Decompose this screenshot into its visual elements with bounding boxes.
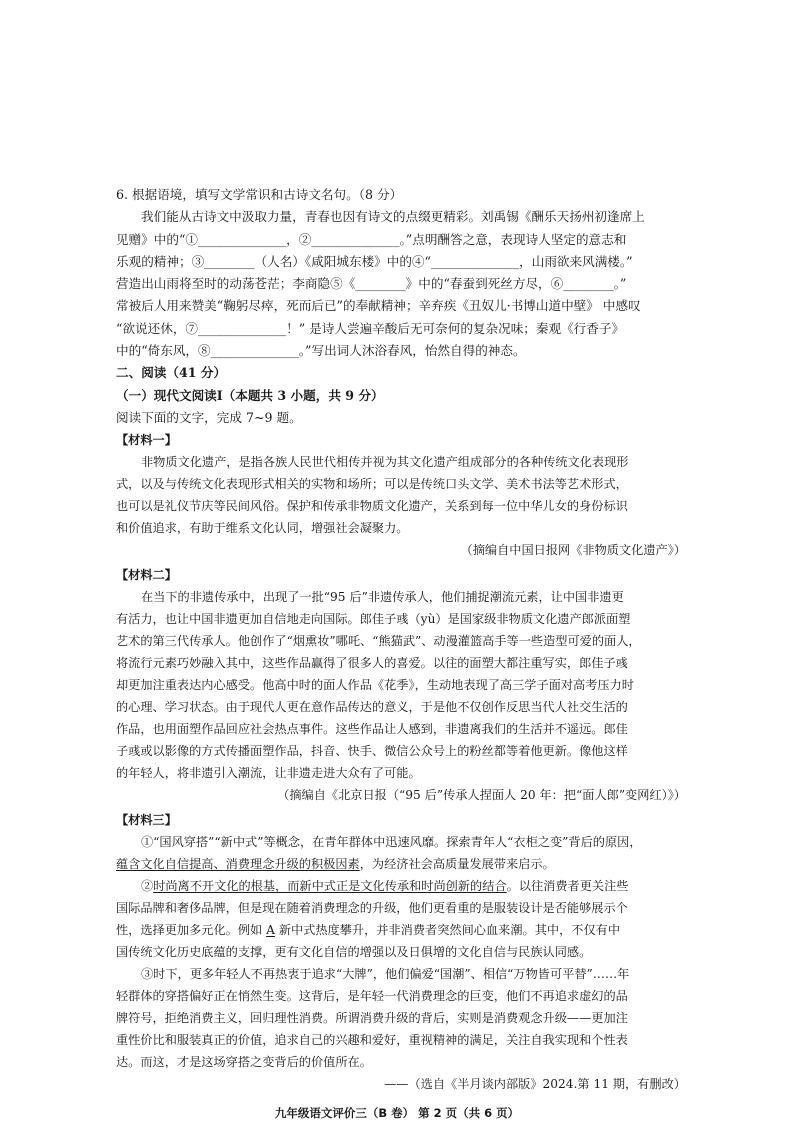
material-3-line: [116, 875, 686, 897]
material-3-line: 达。而这，才是这场穿搭之变背后的价值所在。: [116, 1055, 372, 1070]
section-2-title: 二、阅读（41 分）: [116, 365, 227, 381]
material-2: [116, 564, 686, 806]
material-2-line: 的年轻人，将非遗引入潮流，让非遗走进大众有了可能。: [116, 766, 421, 781]
material-1: [116, 429, 686, 561]
material-2-line: 有活力，也让中国非遗更加自信地走向国际。郎佳子彧（yù）是国家级非物质文化遗产郎派面塑: [116, 612, 631, 627]
q6-title: 6. 根据语境，填写文学常识和古诗文名句。（8 分）: [116, 187, 403, 202]
material-2-line: 在当下的非遗传承中，出现了一批“95 后”非遗传承人，他们捕捉潮流元素，让中国非遗更: [141, 590, 624, 605]
material-1-line: 非物质文化遗产，是指各族人民世代相传并视为其文化遗产组成部分的各种传统文化表现形: [141, 455, 629, 470]
reading-instruction: 阅读下面的文字，完成 7~9 题。: [116, 409, 302, 425]
material-3-line: 国传统文化历史底蕴的支撑，更有文化自信的增强以及日俱增的文化自信与民族认同感。: [116, 945, 592, 960]
material-2-line: 将流行元素巧妙融入其中，这些作品赢得了很多人的喜爱。以往的面塑大都注重写实，郎佳子彧: [116, 656, 628, 671]
material-2-line: 作品，也用面塑作品回应社会热点事件。这些作品让人感到，非遗离我们的生活并不遥远。郎佳: [116, 722, 628, 737]
material-1-line: 和价值追求，有助于维系文化认同，增强社会凝聚力。: [116, 521, 409, 536]
material-3-line: ①“国风穿搭”“新中式”等概念，在青年群体中迅速风靡。探索青年人“衣柜之变”背后的原因，: [141, 835, 642, 850]
underlined-sentence: 时尚离不开文化的根基，而新中式正是文化传承和时尚创新的结合: [153, 879, 507, 894]
q6-line: 中的“倚东风，⑧______________。”写出词人沐浴春风，怡然自得的神态。: [116, 343, 526, 359]
page-footer: 九年级语文评价三（B 卷） 第 2 页（共 6 页）: [274, 1106, 520, 1120]
section-2-subtitle: （一）现代文阅读Ⅰ（本题共 3 小题，共 9 分）: [116, 387, 384, 403]
material-3-line: [116, 919, 686, 941]
material-1-source: （摘编自中国日报网《非物质文化遗产》）: [460, 543, 686, 558]
material-3-text: ，为经济社会高质量发展带来启示。: [359, 857, 555, 872]
material-3-line: 牌符号，拒绝消费主义，回归理性消费。所谓消费升级的背后，实则是消费观念升级——更加注: [116, 1011, 628, 1026]
material-3-line: 轻群体的穿搭偏好正在悄然生变。这背后，是年轻一代消费理念的巨变，他们不再追求虚幻的品: [116, 989, 628, 1004]
material-2-source: （摘编自《北京日报（“95 后”传承人捏面人 20 年：把“面人郎”变网红）》）: [277, 788, 686, 803]
material-1-heading: 【材料一】: [116, 433, 177, 448]
material-1-line: 式，以及与传统文化表现形式相关的实物和场所；可以是传统口头文学、美术书法等艺术形式，: [116, 477, 628, 492]
answer-blank-a[interactable]: A: [266, 923, 275, 938]
material-3-line: ③时下，更多年轻人不再热衷于追求“大牌”，他们偏爱“国潮”、相信“万物皆可平替”……年: [141, 967, 630, 982]
material-3-text: 性，选择更加多元化。例如: [116, 923, 263, 938]
material-2-heading: 【材料二】: [116, 568, 177, 583]
material-2-line: 却更加注重表达内心感受。他高中时的面人作品《花季》，生动地表现了高三学子面对高考压力时: [116, 678, 634, 693]
underlined-phrase: 蕴含文化自信提高、消费理念升级的积极因素: [116, 857, 360, 872]
paragraph-number: ②: [141, 879, 154, 894]
q6-line: 见赠》中的“①______________，②______________。”点明酬答之意，表现诗人坚定的意志和: [116, 231, 627, 247]
material-3-text: 。以往消费者更关注些: [506, 879, 629, 894]
q6-line: 我们能从古诗文中汲取力量，青春也因有诗文的点缀更精彩。刘禹锡《酬乐天扬州初逢席上: [141, 209, 645, 225]
material-3: [116, 809, 686, 1095]
q6-line: 营造出山雨将至时的动荡苍茫；李商隐⑤《________》中的“春蚕到死丝方尽，⑥________。”: [116, 276, 627, 292]
question-6: [116, 184, 686, 362]
material-3-line: 重性价比和服装真正的价值，追求自己的兴趣和爱好，重视精神的满足，关注自我实现和个性表: [116, 1033, 628, 1048]
material-3-source: ——（选自《半月谈内部版》2024.第 11 期，有删改）: [384, 1077, 686, 1092]
page-content: [116, 184, 686, 1095]
material-3-line: 国际品牌和奢侈品牌，但是现在随着消费理念的升级，他们更看重的是服装设计是否能够展示个: [116, 901, 628, 916]
material-2-line: 艺术的第三代传承人。他创作了“烟熏妆”哪吒、“熊猫武”、动漫灌篮高手等一些造型可爱的面人，: [116, 634, 641, 649]
q6-line: 常被后人用来赞美“鞠躬尽瘁，死而后已”的奉献精神；辛弃疾《丑奴儿·书博山道中壁》 中感叹: [116, 298, 641, 314]
material-3-text: 新中式热度攀升，并非消费者突然间心血来潮。其中，不仅有中: [278, 923, 621, 938]
q6-line: 乐观的精神；③________（人名）《咸阳城东楼》中的④“______________，山雨欲来风满楼。”: [116, 253, 633, 269]
material-1-line: 也可以是礼仪节庆等民间风俗。保护和传承非物质文化遗产，关系到每一位中华儿女的身份标识: [116, 499, 628, 514]
material-3-line: [116, 853, 686, 875]
material-2-line: 的心理、学习状态。由于现代人更在意作品传达的意义，于是他不仅创作反思当代人社交生活的: [116, 700, 628, 715]
material-3-heading: 【材料三】: [116, 813, 177, 828]
q6-line: “欲说还休，⑦______________！” 是诗人尝遍辛酸后无可奈何的复杂况味；秦观《行香子》: [116, 320, 625, 336]
material-2-line: 子彧或以影像的方式传播面塑作品，抖音、快手、微信公众号上的粉丝都等着他更新。像他这样: [116, 744, 628, 759]
